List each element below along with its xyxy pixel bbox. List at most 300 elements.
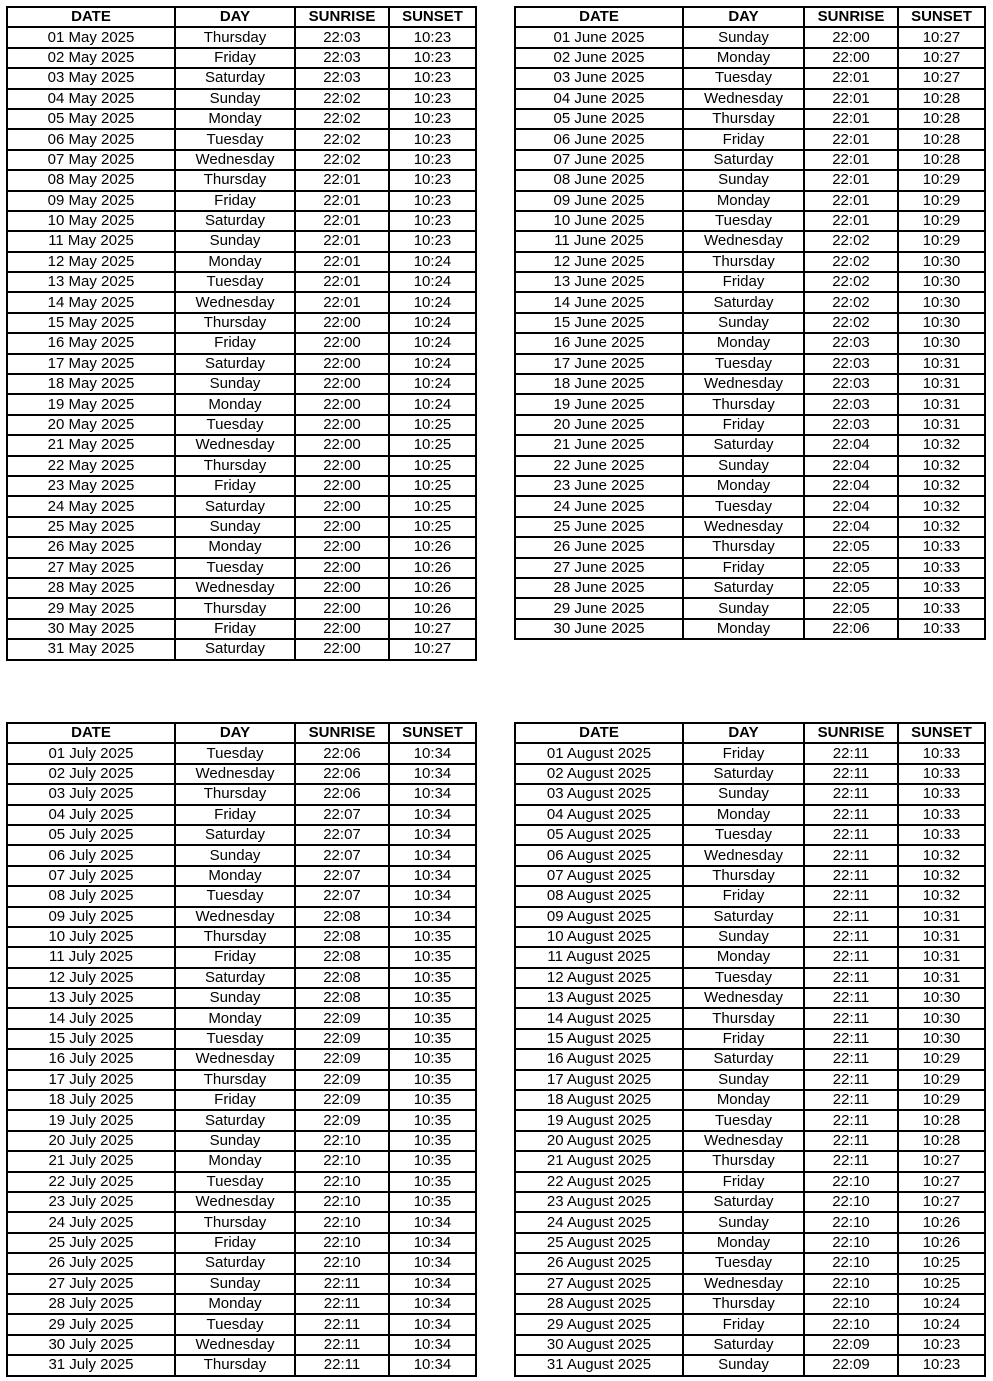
table-row	[7, 231, 476, 251]
cell-day: Sunday	[683, 784, 804, 804]
cell-date: 17 July 2025	[7, 1070, 175, 1090]
cell-date: 15 July 2025	[7, 1029, 175, 1049]
table-row	[7, 1335, 476, 1355]
cell-sunrise: 22:11	[295, 1314, 389, 1334]
cell-day: Thursday	[175, 784, 295, 804]
cell-day: Wednesday	[175, 1049, 295, 1069]
cell-day: Friday	[175, 48, 295, 68]
cell-date: 28 May 2025	[7, 578, 175, 598]
cell-date: 03 July 2025	[7, 784, 175, 804]
cell-sunrise: 22:09	[295, 1070, 389, 1090]
cell-day: Thursday	[175, 1070, 295, 1090]
cell-sunset: 10:34	[389, 743, 476, 763]
cell-sunset: 10:23	[389, 211, 476, 231]
cell-day: Monday	[683, 48, 804, 68]
cell-date: 11 July 2025	[7, 947, 175, 967]
cell-day: Sunday	[175, 1274, 295, 1294]
cell-date: 11 August 2025	[515, 947, 683, 967]
cell-day: Monday	[175, 537, 295, 557]
table-row	[515, 1008, 985, 1028]
cell-sunrise: 22:00	[295, 578, 389, 598]
cell-sunrise: 22:08	[295, 947, 389, 967]
cell-day: Thursday	[683, 109, 804, 129]
cell-date: 25 June 2025	[515, 517, 683, 537]
cell-sunrise: 22:11	[804, 764, 898, 784]
cell-sunset: 10:23	[389, 89, 476, 109]
table-august	[514, 722, 986, 1377]
cell-sunrise: 22:01	[804, 191, 898, 211]
cell-sunrise: 22:08	[295, 927, 389, 947]
table-may	[6, 6, 477, 661]
cell-day: Saturday	[175, 639, 295, 659]
cell-day: Tuesday	[175, 1314, 295, 1334]
table-row	[7, 48, 476, 68]
table-row	[7, 292, 476, 312]
cell-sunset: 10:33	[898, 598, 985, 618]
cell-sunrise: 22:03	[804, 394, 898, 414]
cell-sunrise: 22:03	[804, 354, 898, 374]
table-row	[7, 68, 476, 88]
table-row	[515, 211, 985, 231]
cell-sunset: 10:23	[389, 231, 476, 251]
cell-day: Friday	[683, 558, 804, 578]
cell-date: 13 August 2025	[515, 988, 683, 1008]
cell-date: 21 May 2025	[7, 435, 175, 455]
cell-sunset: 10:34	[389, 1212, 476, 1232]
cell-sunrise: 22:05	[804, 558, 898, 578]
cell-sunset: 10:23	[389, 109, 476, 129]
cell-sunrise: 22:10	[804, 1172, 898, 1192]
cell-sunrise: 22:10	[295, 1151, 389, 1171]
cell-date: 25 May 2025	[7, 517, 175, 537]
cell-day: Friday	[175, 191, 295, 211]
cell-sunset: 10:24	[389, 272, 476, 292]
cell-day: Thursday	[683, 537, 804, 557]
cell-day: Wednesday	[175, 435, 295, 455]
cell-date: 01 May 2025	[7, 27, 175, 47]
cell-day: Saturday	[683, 578, 804, 598]
table-row	[7, 743, 476, 763]
table-row	[7, 1212, 476, 1232]
cell-sunrise: 22:04	[804, 435, 898, 455]
table-row	[515, 1029, 985, 1049]
cell-sunrise: 22:10	[804, 1192, 898, 1212]
cell-sunrise: 22:03	[295, 48, 389, 68]
table-row	[515, 517, 985, 537]
table-row	[515, 1151, 985, 1171]
cell-date: 29 August 2025	[515, 1314, 683, 1334]
table-row	[7, 394, 476, 414]
cell-date: 18 August 2025	[515, 1090, 683, 1110]
cell-date: 20 July 2025	[7, 1131, 175, 1151]
cell-sunrise: 22:07	[295, 825, 389, 845]
cell-sunset: 10:25	[389, 476, 476, 496]
cell-date: 14 July 2025	[7, 1008, 175, 1028]
cell-day: Friday	[683, 1314, 804, 1334]
cell-sunset: 10:28	[898, 1131, 985, 1151]
cell-sunset: 10:27	[898, 27, 985, 47]
cell-sunset: 10:31	[898, 374, 985, 394]
table-row	[7, 784, 476, 804]
cell-sunset: 10:30	[898, 988, 985, 1008]
table-row	[7, 578, 476, 598]
table-row	[7, 170, 476, 190]
cell-date: 04 May 2025	[7, 89, 175, 109]
cell-date: 13 May 2025	[7, 272, 175, 292]
table-row	[7, 27, 476, 47]
cell-date: 16 July 2025	[7, 1049, 175, 1069]
cell-date: 07 June 2025	[515, 150, 683, 170]
table-row	[515, 272, 985, 292]
table-row	[7, 907, 476, 927]
cell-sunset: 10:33	[898, 784, 985, 804]
cell-sunset: 10:32	[898, 517, 985, 537]
table-row	[7, 109, 476, 129]
cell-sunrise: 22:02	[295, 129, 389, 149]
cell-sunset: 10:25	[898, 1253, 985, 1273]
table-row	[7, 845, 476, 865]
cell-date: 14 June 2025	[515, 292, 683, 312]
cell-sunrise: 22:01	[295, 170, 389, 190]
table-row	[515, 27, 985, 47]
cell-date: 07 August 2025	[515, 866, 683, 886]
header-row	[7, 723, 476, 743]
cell-date: 31 July 2025	[7, 1355, 175, 1375]
cell-sunset: 10:28	[898, 109, 985, 129]
cell-day: Friday	[175, 1090, 295, 1110]
cell-date: 16 August 2025	[515, 1049, 683, 1069]
cell-date: 01 August 2025	[515, 743, 683, 763]
cell-date: 11 June 2025	[515, 231, 683, 251]
cell-sunset: 10:34	[389, 764, 476, 784]
table-row	[515, 415, 985, 435]
cell-sunset: 10:34	[389, 1314, 476, 1334]
cell-date: 09 July 2025	[7, 907, 175, 927]
table-row	[515, 313, 985, 333]
table-row	[7, 1090, 476, 1110]
cell-sunset: 10:27	[898, 1151, 985, 1171]
cell-sunset: 10:34	[389, 1274, 476, 1294]
cell-sunset: 10:31	[898, 354, 985, 374]
cell-sunrise: 22:02	[804, 292, 898, 312]
cell-day: Sunday	[175, 1131, 295, 1151]
cell-sunrise: 22:11	[804, 927, 898, 947]
header-day: DAY	[175, 723, 295, 743]
cell-day: Saturday	[175, 496, 295, 516]
cell-sunset: 10:34	[389, 1335, 476, 1355]
cell-sunrise: 22:00	[295, 313, 389, 333]
cell-sunset: 10:32	[898, 886, 985, 906]
cell-date: 25 July 2025	[7, 1233, 175, 1253]
cell-sunrise: 22:05	[804, 537, 898, 557]
cell-sunset: 10:25	[389, 456, 476, 476]
cell-sunrise: 22:11	[295, 1355, 389, 1375]
cell-sunset: 10:25	[389, 517, 476, 537]
table-row	[7, 1233, 476, 1253]
cell-sunrise: 22:11	[804, 1131, 898, 1151]
table-row	[515, 1110, 985, 1130]
cell-day: Tuesday	[683, 825, 804, 845]
cell-sunrise: 22:01	[295, 231, 389, 251]
cell-sunrise: 22:11	[804, 825, 898, 845]
cell-sunset: 10:35	[389, 927, 476, 947]
cell-sunset: 10:33	[898, 558, 985, 578]
cell-date: 20 June 2025	[515, 415, 683, 435]
table-row	[515, 764, 985, 784]
table-row	[7, 150, 476, 170]
cell-day: Monday	[683, 1090, 804, 1110]
cell-sunrise: 22:11	[804, 907, 898, 927]
table-row	[515, 825, 985, 845]
header-date: DATE	[515, 723, 683, 743]
cell-date: 04 June 2025	[515, 89, 683, 109]
table-row	[515, 89, 985, 109]
cell-date: 05 May 2025	[7, 109, 175, 129]
cell-date: 02 June 2025	[515, 48, 683, 68]
cell-sunrise: 22:10	[804, 1233, 898, 1253]
cell-sunset: 10:24	[898, 1314, 985, 1334]
header-sunset: SUNSET	[898, 7, 985, 27]
header-day: DAY	[683, 723, 804, 743]
cell-day: Sunday	[683, 1070, 804, 1090]
cell-day: Thursday	[175, 927, 295, 947]
cell-date: 16 June 2025	[515, 333, 683, 353]
cell-sunrise: 22:08	[295, 968, 389, 988]
cell-sunrise: 22:00	[295, 374, 389, 394]
cell-day: Monday	[175, 252, 295, 272]
cell-sunrise: 22:10	[804, 1314, 898, 1334]
cell-sunrise: 22:11	[804, 784, 898, 804]
cell-day: Sunday	[175, 988, 295, 1008]
table-row	[7, 517, 476, 537]
cell-date: 19 June 2025	[515, 394, 683, 414]
cell-date: 26 July 2025	[7, 1253, 175, 1273]
cell-day: Monday	[175, 109, 295, 129]
cell-sunrise: 22:00	[295, 619, 389, 639]
cell-sunrise: 22:03	[804, 415, 898, 435]
header-day: DAY	[175, 7, 295, 27]
cell-sunset: 10:35	[389, 1151, 476, 1171]
cell-sunset: 10:29	[898, 1049, 985, 1069]
cell-date: 24 May 2025	[7, 496, 175, 516]
cell-sunset: 10:34	[389, 1355, 476, 1375]
cell-sunrise: 22:04	[804, 496, 898, 516]
cell-day: Tuesday	[683, 968, 804, 988]
cell-sunset: 10:29	[898, 1090, 985, 1110]
cell-sunset: 10:23	[389, 68, 476, 88]
table-row	[515, 1131, 985, 1151]
cell-day: Sunday	[175, 231, 295, 251]
cell-sunset: 10:31	[898, 927, 985, 947]
cell-sunset: 10:26	[898, 1233, 985, 1253]
cell-date: 30 August 2025	[515, 1335, 683, 1355]
cell-date: 18 June 2025	[515, 374, 683, 394]
cell-day: Tuesday	[683, 1110, 804, 1130]
cell-day: Tuesday	[175, 272, 295, 292]
cell-day: Friday	[683, 743, 804, 763]
cell-sunset: 10:30	[898, 313, 985, 333]
header-date: DATE	[515, 7, 683, 27]
cell-sunset: 10:27	[898, 48, 985, 68]
cell-sunrise: 22:03	[804, 333, 898, 353]
cell-sunrise: 22:11	[804, 1090, 898, 1110]
table-row	[515, 1314, 985, 1334]
cell-sunset: 10:34	[389, 845, 476, 865]
cell-day: Wednesday	[175, 578, 295, 598]
cell-sunrise: 22:10	[295, 1253, 389, 1273]
cell-sunrise: 22:00	[295, 476, 389, 496]
cell-sunset: 10:23	[389, 150, 476, 170]
cell-date: 31 May 2025	[7, 639, 175, 659]
cell-sunset: 10:30	[898, 252, 985, 272]
cell-sunrise: 22:11	[804, 1029, 898, 1049]
cell-sunset: 10:24	[389, 394, 476, 414]
table-row	[515, 354, 985, 374]
cell-sunset: 10:31	[898, 947, 985, 967]
table-row	[7, 252, 476, 272]
table-row	[515, 578, 985, 598]
cell-day: Saturday	[175, 68, 295, 88]
cell-day: Wednesday	[683, 231, 804, 251]
header-day: DAY	[683, 7, 804, 27]
cell-sunset: 10:25	[898, 1274, 985, 1294]
table-row	[515, 947, 985, 967]
cell-sunset: 10:34	[389, 825, 476, 845]
cell-day: Saturday	[683, 435, 804, 455]
cell-sunrise: 22:02	[804, 231, 898, 251]
table-row	[515, 150, 985, 170]
cell-day: Monday	[683, 333, 804, 353]
cell-day: Saturday	[683, 764, 804, 784]
cell-day: Wednesday	[175, 150, 295, 170]
cell-date: 20 August 2025	[515, 1131, 683, 1151]
cell-day: Friday	[683, 1172, 804, 1192]
cell-sunrise: 22:02	[295, 150, 389, 170]
cell-date: 06 June 2025	[515, 129, 683, 149]
cell-sunset: 10:24	[898, 1294, 985, 1314]
cell-sunrise: 22:08	[295, 907, 389, 927]
table-row	[515, 374, 985, 394]
cell-sunset: 10:28	[898, 89, 985, 109]
header-sunrise: SUNRISE	[295, 7, 389, 27]
table-row	[515, 109, 985, 129]
table-row	[515, 743, 985, 763]
cell-sunset: 10:23	[898, 1355, 985, 1375]
cell-day: Wednesday	[683, 517, 804, 537]
cell-sunset: 10:29	[898, 231, 985, 251]
cell-day: Friday	[175, 1233, 295, 1253]
cell-date: 29 May 2025	[7, 598, 175, 618]
cell-date: 04 July 2025	[7, 805, 175, 825]
cell-day: Wednesday	[683, 374, 804, 394]
table-row	[7, 415, 476, 435]
table-row	[515, 866, 985, 886]
table-row	[515, 907, 985, 927]
cell-date: 30 June 2025	[515, 619, 683, 639]
cell-date: 08 July 2025	[7, 886, 175, 906]
table-row	[515, 784, 985, 804]
cell-sunset: 10:27	[389, 619, 476, 639]
cell-day: Tuesday	[175, 558, 295, 578]
cell-sunrise: 22:02	[804, 272, 898, 292]
table-row	[7, 947, 476, 967]
table-row	[7, 1192, 476, 1212]
cell-sunset: 10:27	[389, 639, 476, 659]
table-row	[515, 968, 985, 988]
header-sunset: SUNSET	[389, 7, 476, 27]
cell-sunrise: 22:06	[295, 784, 389, 804]
cell-day: Thursday	[683, 866, 804, 886]
cell-day: Wednesday	[175, 907, 295, 927]
cell-sunrise: 22:00	[295, 394, 389, 414]
cell-sunset: 10:33	[898, 578, 985, 598]
cell-date: 21 July 2025	[7, 1151, 175, 1171]
cell-sunrise: 22:11	[804, 866, 898, 886]
cell-sunset: 10:35	[389, 1049, 476, 1069]
cell-sunrise: 22:09	[295, 1110, 389, 1130]
cell-day: Saturday	[683, 907, 804, 927]
cell-sunset: 10:33	[898, 764, 985, 784]
cell-date: 24 June 2025	[515, 496, 683, 516]
cell-date: 26 May 2025	[7, 537, 175, 557]
cell-sunset: 10:35	[389, 1192, 476, 1212]
cell-sunrise: 22:10	[804, 1274, 898, 1294]
table-row	[515, 619, 985, 639]
cell-sunrise: 22:01	[295, 252, 389, 272]
cell-sunrise: 22:10	[804, 1253, 898, 1273]
table-row	[7, 825, 476, 845]
cell-sunrise: 22:11	[804, 805, 898, 825]
cell-sunset: 10:34	[389, 886, 476, 906]
cell-day: Tuesday	[175, 1172, 295, 1192]
cell-sunrise: 22:11	[804, 968, 898, 988]
cell-sunrise: 22:01	[804, 89, 898, 109]
cell-date: 02 July 2025	[7, 764, 175, 784]
header-row	[515, 723, 985, 743]
cell-sunrise: 22:11	[804, 1008, 898, 1028]
cell-date: 09 June 2025	[515, 191, 683, 211]
table-row	[7, 1314, 476, 1334]
cell-sunset: 10:35	[389, 1131, 476, 1151]
cell-day: Thursday	[683, 1294, 804, 1314]
cell-day: Sunday	[683, 598, 804, 618]
cell-day: Saturday	[683, 1049, 804, 1069]
table-row	[7, 598, 476, 618]
cell-sunset: 10:31	[898, 415, 985, 435]
cell-sunset: 10:23	[389, 48, 476, 68]
cell-day: Tuesday	[175, 886, 295, 906]
cell-date: 21 June 2025	[515, 435, 683, 455]
cell-sunrise: 22:07	[295, 886, 389, 906]
cell-sunrise: 22:03	[804, 374, 898, 394]
table-row	[7, 313, 476, 333]
cell-sunset: 10:32	[898, 496, 985, 516]
cell-date: 30 May 2025	[7, 619, 175, 639]
cell-sunset: 10:30	[898, 272, 985, 292]
cell-sunrise: 22:07	[295, 805, 389, 825]
cell-sunrise: 22:00	[295, 333, 389, 353]
cell-day: Thursday	[175, 170, 295, 190]
cell-date: 27 June 2025	[515, 558, 683, 578]
table-row	[515, 886, 985, 906]
cell-sunset: 10:26	[389, 537, 476, 557]
cell-sunset: 10:34	[389, 907, 476, 927]
cell-date: 23 August 2025	[515, 1192, 683, 1212]
cell-day: Saturday	[683, 150, 804, 170]
table-row	[7, 968, 476, 988]
header-row	[7, 7, 476, 27]
cell-sunset: 10:34	[389, 805, 476, 825]
